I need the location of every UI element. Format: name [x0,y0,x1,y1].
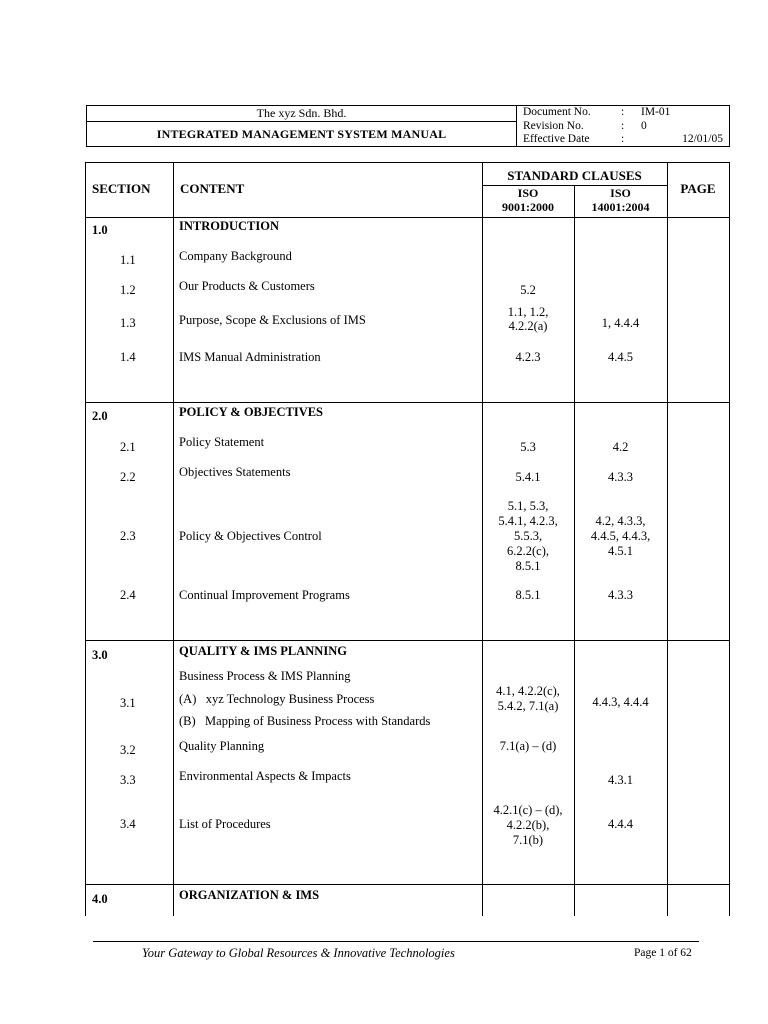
subsection-number: 2.2 [120,470,136,484]
iso9001-clause: 5.1, 5.3, [507,499,549,513]
subsection-number: 2.1 [120,440,136,454]
iso9001-clause: 8.5.1 [515,559,541,573]
section-number: 2.0 [92,409,108,423]
page-column-header: PAGE [680,181,716,196]
iso14001-clause: 4.5.1 [608,544,633,558]
section-title: INTRODUCTION [179,219,280,233]
page-number: Page 1 of 62 [634,947,692,959]
iso14001-clause: 4.4.4 [608,817,633,831]
iso14001-header-line2: 14001:2004 [591,200,650,214]
iso9001-clause: 5.5.3, [513,529,543,543]
iso9001-clause: 5.2 [520,283,536,297]
iso9001-clause: 5.4.2, 7.1(a) [497,699,559,713]
iso14001-clause: 4.4.3, 4.4.4 [592,695,649,709]
iso14001-clause: 4.2, 4.3.3, [595,514,646,528]
footer-tagline: Your Gateway to Global Resources & Innovative Technologies [142,946,455,960]
subsection-number: 1.3 [120,316,136,330]
iso9001-clause: 5.4.1 [515,470,541,484]
iso14001-clause: 4.3.3 [608,470,633,484]
subsection-content: Purpose, Scope & Exclusions of IMS [179,313,366,327]
section-column-header: SECTION [92,181,151,196]
subsection-number: 1.2 [120,283,136,297]
section-number: 4.0 [92,892,108,906]
document-header [86,105,730,147]
colon: : [621,120,625,132]
iso9001-clause: 1.1, 1.2, [507,305,549,319]
manual-title: INTEGRATED MANAGEMENT SYSTEM MANUAL [156,127,447,141]
document-number-row [523,106,727,119]
iso9001-clause: 4.2.3 [515,350,541,364]
subsection-content: Company Background [179,249,292,263]
table-border [85,162,86,916]
revision-number-value: 0 [641,120,647,132]
company-name: The xyz Sdn. Bhd. [87,106,516,122]
section-title: ORGANIZATION & IMS [179,888,320,902]
subsection-number: 3.2 [120,743,136,757]
subsection-number: 2.3 [120,529,136,543]
section-number: 1.0 [92,223,108,237]
subsection-content: Policy & Objectives Control [179,529,322,543]
table-divider [173,162,174,916]
iso9001-clause: 4.2.1(c) – (d), [493,803,563,817]
subsection-number: 3.1 [120,696,136,710]
iso9001-clause: 4.2.2(a) [508,319,548,333]
section-title: POLICY & OBJECTIVES [179,405,324,419]
subsection-content: Environmental Aspects & Impacts [179,769,351,783]
footer-divider [93,941,699,942]
table-divider [85,402,730,403]
iso14001-clause: 4.3.1 [608,773,633,787]
table-divider [667,162,668,916]
table-border [729,162,730,916]
contents-table [85,162,730,916]
subsection-content: IMS Manual Administration [179,350,321,364]
subsection-content: List of Procedures [179,817,271,831]
iso9001-header-line1: ISO [517,186,539,200]
iso14001-clause: 4.3.3 [608,588,633,602]
subsection-content: Quality Planning [179,739,265,753]
table-divider [85,217,730,218]
iso9001-clause: 4.2.2(b), [506,818,550,832]
iso14001-clause: 1, 4.4.4 [601,316,640,330]
iso9001-clause: 7.1(a) – (d) [499,739,557,753]
revision-number-label: Revision No. [523,120,584,132]
subsection-number: 1.4 [120,350,136,364]
iso9001-clause: 4.1, 4.2.2(c), [496,684,560,698]
document-number-label: Document No. [523,106,591,118]
iso9001-clause: 5.4.1, 4.2.3, [498,514,558,528]
section-title: QUALITY & IMS PLANNING [179,644,347,658]
section-number: 3.0 [92,648,108,662]
iso9001-clause: 5.3 [520,440,536,454]
subsection-content: Objectives Statements [179,465,291,479]
subsection-content: (A) xyz Technology Business Process [179,692,375,706]
table-border [85,162,730,163]
subsection-content: Business Process & IMS Planning [179,669,351,683]
iso9001-clause: 8.5.1 [515,588,541,602]
iso14001-clause: 4.4.5, 4.4.3, [590,529,651,543]
subsection-content: Continual Improvement Programs [179,588,350,602]
subsection-content: Our Products & Customers [179,279,315,293]
subsection-number: 3.4 [120,817,136,831]
document-number-value: IM-01 [641,106,671,118]
iso14001-clause: 4.2 [612,440,629,454]
content-column-header: CONTENT [180,181,245,196]
iso14001-clause: 4.4.5 [608,350,633,364]
iso14001-header-line1: ISO [610,186,631,200]
effective-date-value: 12/01/05 [682,133,723,145]
header-left [87,106,517,146]
revision-number-row [523,120,727,133]
table-divider [85,640,730,641]
standard-clauses-header: STANDARD CLAUSES [507,168,642,183]
iso9001-clause: 6.2.2(c), [507,544,549,558]
subsection-number: 3.3 [120,773,136,787]
effective-date-row [523,133,727,146]
subsection-number: 2.4 [120,588,136,602]
colon: : [621,133,625,145]
colon: : [621,106,625,118]
effective-date-label: Effective Date [523,133,590,145]
subsection-content: (B) Mapping of Business Process with Standards [179,714,431,728]
subsection-content: Policy Statement [179,435,265,449]
table-divider [85,884,730,885]
iso9001-clause: 7.1(b) [512,833,544,847]
subsection-number: 1.1 [120,253,136,267]
iso9001-header-line2: 9001:2000 [502,200,554,214]
